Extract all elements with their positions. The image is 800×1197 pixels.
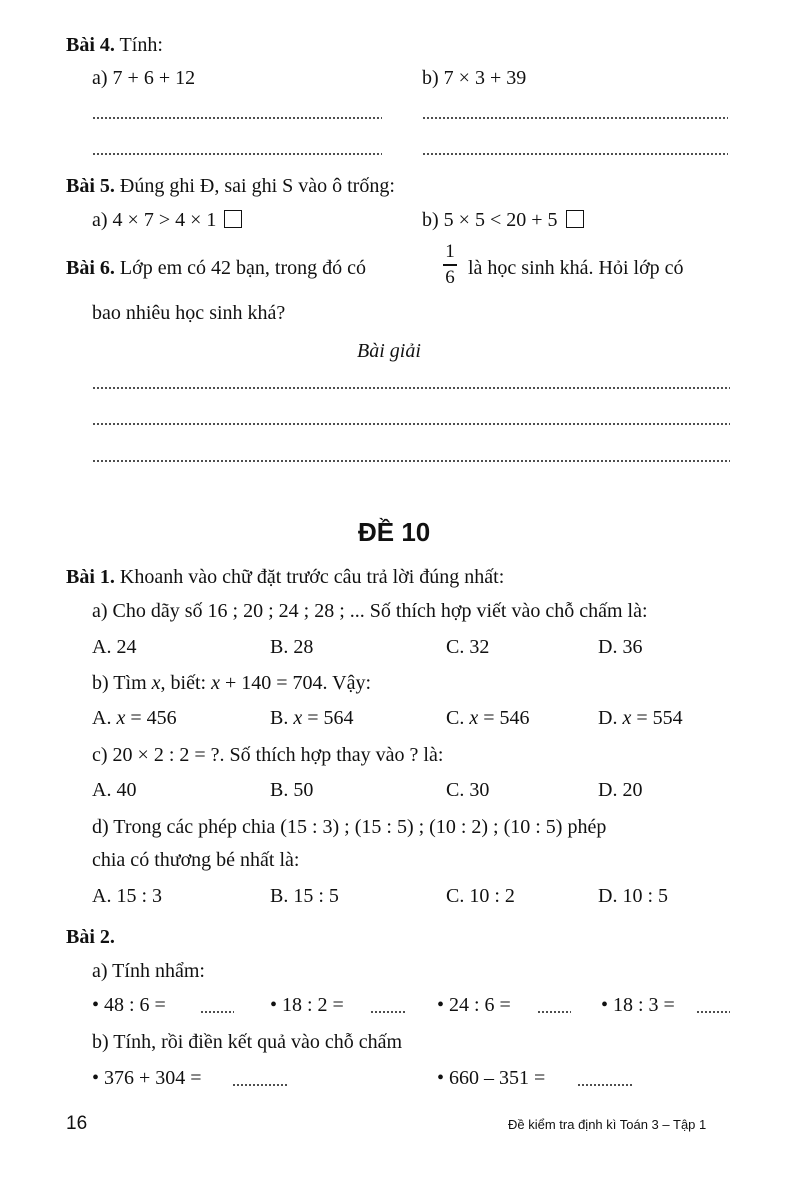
compute-item: • 660 – 351 = [437,1067,546,1089]
book-title: Đề kiểm tra định kì Toán 3 – Tập 1 [508,1117,707,1132]
bai4-label: Bài 4. [66,34,115,56]
option[interactable]: A. 15 : 3 [92,885,162,907]
variable-x: x [293,707,303,729]
solution-heading: Bài giải [357,340,421,362]
answer-line [422,117,728,119]
bai6-text-after: là học sinh khá. Hỏi lớp có [468,257,684,279]
fraction [440,242,460,288]
option[interactable] [270,706,354,730]
question-d-line1: d) Trong các phép chia (15 : 3) ; (15 : 5) ; (10 : 2) ; (10 : 5) phép [92,816,607,838]
question-b [92,671,371,695]
question-d-line2: chia có thương bé nhất là: [92,849,300,871]
answer-checkbox[interactable] [224,210,242,228]
question-b-equation: + 140 = 704. Vậy: [219,672,372,694]
fraction-denominator: 6 [445,266,455,288]
option-value: 564 [323,707,354,729]
option[interactable]: B. 50 [270,779,314,801]
bai2-part-b: b) Tính, rồi điền kết quả vào chỗ chấm [92,1031,403,1053]
mental-math-item: • 24 : 6 = [437,994,511,1016]
answer-line [422,153,728,155]
answer-blank[interactable] [696,1011,730,1013]
option-value: 456 [146,707,177,729]
answer-blank[interactable] [232,1084,288,1086]
option-value: 546 [499,707,530,729]
option[interactable]: D. 10 : 5 [598,885,668,907]
option[interactable]: D. 36 [598,636,643,658]
exam-title: ĐỀ 10 [358,517,431,547]
bai5-text: Đúng ghi Đ, sai ghi S vào ô trống: [119,175,395,197]
option[interactable]: C. 10 : 2 [446,885,515,907]
bai5-label: Bài 5. [66,175,115,197]
option[interactable] [446,706,530,730]
bai1-label: Bài 1. [66,566,115,588]
answer-line [92,117,382,119]
fraction-numerator: 1 [445,241,455,262]
option[interactable]: C. 32 [446,636,490,658]
bai1-heading [66,565,504,589]
option[interactable]: C. 30 [446,779,490,801]
answer-blank[interactable] [200,1011,234,1013]
equals-sign: = [125,707,147,729]
fraction-bar [443,264,457,266]
bai5-part-a [92,208,242,232]
mental-math-item: • 48 : 6 = [92,994,166,1016]
bai5-heading [66,174,395,198]
option[interactable]: D. 20 [598,779,643,801]
answer-blank[interactable] [537,1011,571,1013]
variable-x: x [151,672,161,694]
option-value: 554 [652,707,683,729]
bai5-a-expression: a) 4 × 7 > 4 × 1 [92,209,217,231]
bai4-heading [66,33,163,57]
bai4-text: Tính: [119,34,163,56]
bai6-line2: bao nhiêu học sinh khá? [92,302,286,324]
answer-line [92,387,730,389]
option-letter: D. [598,707,623,729]
answer-blank[interactable] [577,1084,633,1086]
mental-math-item: • 18 : 2 = [270,994,344,1016]
variable-x: x [469,707,479,729]
answer-line [92,423,730,425]
question-b-prefix: b) Tìm [92,672,152,694]
answer-line [92,153,382,155]
variable-x: x [116,707,126,729]
bai2-heading: Bài 2. [66,926,115,948]
mental-math-item: • 18 : 3 = [601,994,675,1016]
bai4-part-a: a) 7 + 6 + 12 [92,67,196,89]
equals-sign: = [631,707,653,729]
bai6-heading [66,256,366,280]
option-letter: C. [446,707,470,729]
question-c: c) 20 × 2 : 2 = ?. Số thích hợp thay vào ? là: [92,744,444,766]
variable-x: x [211,672,220,694]
answer-line [92,460,730,462]
bai5-part-b [422,208,584,232]
variable-x: x [622,707,632,729]
option[interactable] [598,706,683,730]
equals-sign: = [478,707,500,729]
option[interactable]: B. 15 : 5 [270,885,339,907]
option[interactable]: A. 40 [92,779,137,801]
equals-sign: = [302,707,324,729]
bai6-label: Bài 6. [66,257,115,279]
answer-blank[interactable] [370,1011,406,1013]
option[interactable]: B. 28 [270,636,314,658]
option[interactable] [92,706,177,730]
bai2-part-a: a) Tính nhẩm: [92,960,205,982]
option-letter: A. [92,707,117,729]
question-b-mid: , biết: [160,672,212,694]
option-letter: B. [270,707,294,729]
option[interactable]: A. 24 [92,636,137,658]
question-a: a) Cho dãy số 16 ; 20 ; 24 ; 28 ; ... Số thích hợp viết vào chỗ chấm là: [92,600,648,622]
bai6-text-before: Lớp em có 42 bạn, trong đó có [119,257,366,279]
bai1-text: Khoanh vào chữ đặt trước câu trả lời đúng nhất: [119,566,505,588]
bai5-b-expression: b) 5 × 5 < 20 + 5 [422,209,558,231]
bai4-part-b: b) 7 × 3 + 39 [422,67,527,89]
page-number: 16 [66,1113,88,1134]
compute-item: • 376 + 304 = [92,1067,202,1089]
answer-checkbox[interactable] [566,210,584,228]
